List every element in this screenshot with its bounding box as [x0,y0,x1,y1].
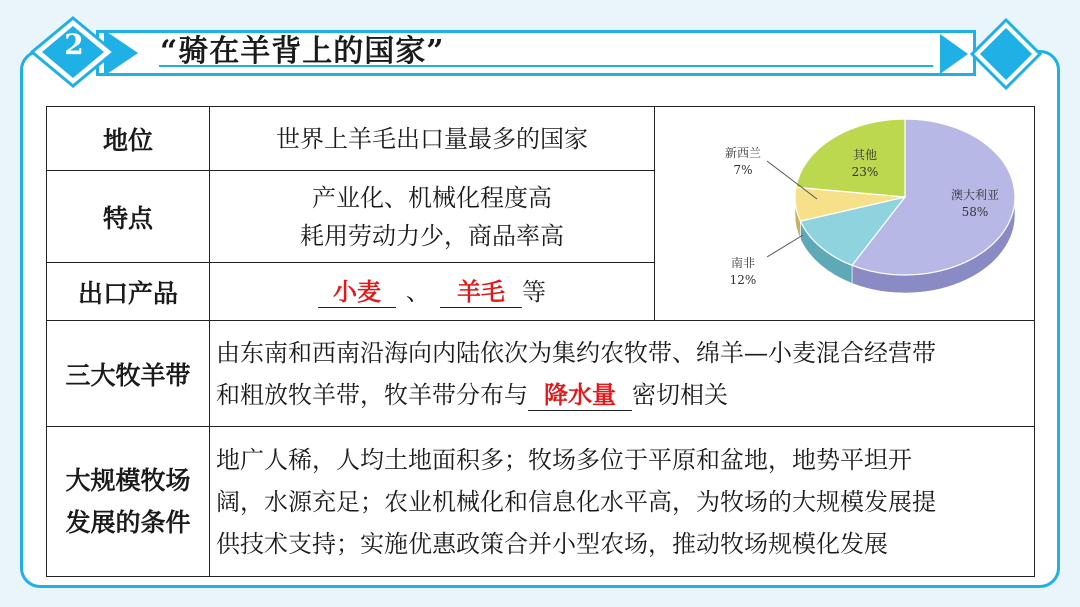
conditions-value [210,427,1035,577]
belts-line-1: 由东南和西南沿海向内陆依次为集约农牧带、绵羊—小麦混合经营带 [216,338,936,367]
conditions-label-line-1: 大规模牧场 [65,465,191,495]
features-value [210,171,655,263]
belts-line-2-prefix: 和粗放牧羊带，牧羊带分布与 [216,380,528,409]
exports-value [210,263,655,321]
conditions-label-line-2: 发展的条件 [65,507,191,537]
table-row-conditions [47,427,1035,577]
exports-separator: 、 [406,277,430,306]
belts-line-2-suffix: 密切相关 [632,380,728,409]
pie-value-label-0: 58% [961,205,989,219]
pie-category-label-0: 澳大利亚 [950,188,1000,202]
belts-label: 三大牧羊带 [47,321,210,427]
title-diamond-decoration [940,18,1050,90]
info-table [46,106,1035,577]
features-label: 特点 [47,171,210,263]
features-line-1: 产业化、机械化程度高 [312,183,552,212]
pie-value-label-2: 7% [733,163,753,177]
table-row-status [47,107,1035,171]
answer-precipitation: 降水量 [528,380,632,411]
conditions-label [47,427,210,577]
belts-value [210,321,1035,427]
pie-category-label-2: 新西兰 [724,146,762,160]
page-title: “骑在羊背上的国家” [160,34,445,69]
exports-suffix: 等 [522,277,546,306]
belts-line-2 [216,374,1028,416]
answer-wool: 羊毛 [440,277,522,308]
leader-line-sa [767,235,803,257]
status-label: 地位 [47,107,210,171]
pie-category-label-3: 其他 [852,148,878,162]
answer-wheat: 小麦 [318,277,396,308]
conditions-line-1: 地广人稀，人均土地面积多；牧场多位于平原和盆地，地势平坦开 [216,445,912,474]
exports-label: 出口产品 [47,263,210,321]
pie-slice-其他 [796,119,905,197]
conditions-line-3: 供技术支持；实施优惠政策合并小型农场，推动牧场规模化发展 [216,529,888,558]
status-value: 世界上羊毛出口量最多的国家 [210,107,655,171]
pie-chart [655,107,1035,317]
pie-value-label-1: 12% [729,273,757,287]
pie-chart-cell [655,107,1035,321]
section-number: 2 [64,28,84,61]
pie-category-label-1: 南非 [730,256,756,270]
pie-value-label-3: 23% [851,165,879,179]
features-line-2: 耗用劳动力少，商品率高 [300,221,564,250]
conditions-line-2: 阔，水源充足；农业机械化和信息化水平高，为牧场的大规模发展提 [216,487,936,516]
table-row-belts [47,321,1035,427]
